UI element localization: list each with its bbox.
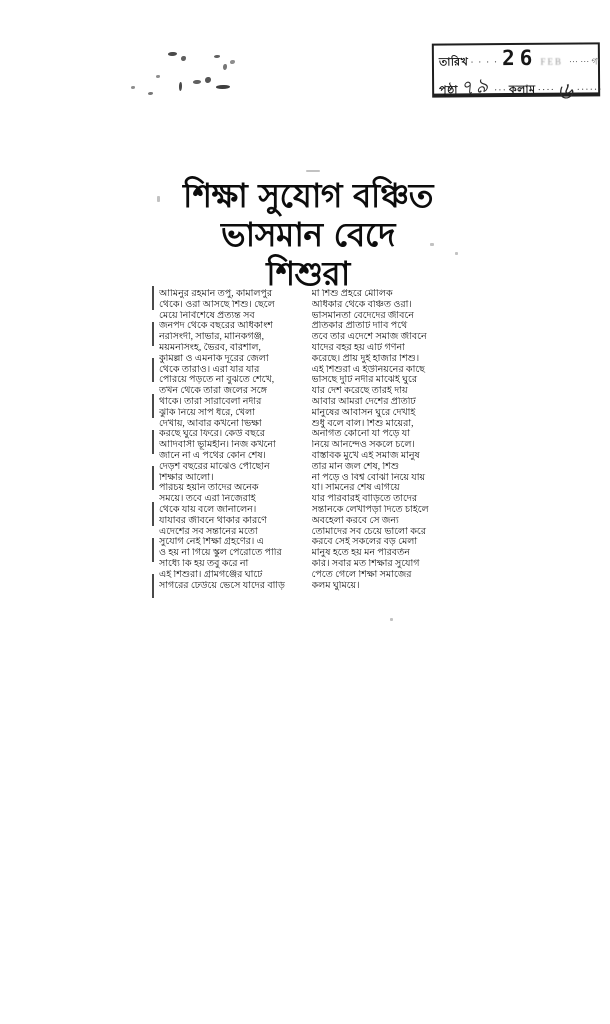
text-line: অবহেলা করবে সে জন্য	[311, 515, 399, 526]
text-line: যাযাবর জীবনে থাকার কারণে	[159, 515, 267, 526]
ink-smudge	[230, 60, 235, 64]
text-line: শিক্ষার আলো।	[159, 472, 214, 483]
stamp-column-handwritten-value: ৬	[554, 75, 575, 106]
text-line: তখন থেকে তারা জলের সঙ্গে	[159, 386, 267, 397]
date-stamp-box	[432, 42, 603, 106]
text-line: সন্তানকে লেখাপড়া দিতে চাইলে	[311, 504, 429, 515]
stamp-date-row	[438, 45, 600, 74]
stamp-trailing-dots: ······	[576, 84, 603, 96]
text-line: এই শিশুরা। গ্রামগঞ্জের ঘাটে	[159, 569, 263, 580]
text-line: ও হয় না গিয়ে স্কুল পেরোতে পারি	[159, 548, 282, 559]
text-line: মানুষ হতে হয় মন পরিবর্তন	[311, 548, 410, 559]
article-body	[159, 289, 455, 591]
text-line: পেতে গেলে শিক্ষা সমাজের	[311, 569, 412, 580]
text-line: থেকে তারাও। এরা যার যার	[159, 364, 260, 375]
text-line: মানুষের আবাসন ঘুরে দেখাই	[311, 407, 416, 418]
scan-noise-mark	[157, 196, 160, 202]
column-rule	[152, 286, 154, 600]
text-line: সাধ্যে কি হয় তবু করে না	[159, 558, 249, 569]
stamp-date-label: তারিখ	[438, 56, 469, 69]
headline-line-3: শিশুরা	[266, 254, 350, 293]
stamp-date-dots: · · · ·	[470, 57, 499, 69]
text-line: সুযোগ নেই শিক্ষা গ্রহণের। এ	[159, 537, 264, 548]
text-line: আমিনুর রহমান তপু, কামালপুর	[159, 289, 273, 299]
article-column-right	[312, 289, 456, 591]
stamp-date-trailing: ··· ··· গ'	[568, 56, 600, 67]
text-line: ভাসছে দুটি নদীর মাঝেই ঘুরে	[311, 375, 418, 386]
text-line: দেখায়, আবার কখনো ভিক্ষা	[159, 418, 262, 429]
scan-noise-mark	[455, 252, 458, 255]
headline-line-2: ভাসমান বেদে	[221, 215, 395, 254]
text-line: থাকে। তারা সারাবেলা নদীর	[159, 396, 262, 407]
text-line: নরসিংদী, সাভার, মানিকগঞ্জ,	[159, 332, 265, 343]
scan-noise-mark	[390, 618, 393, 621]
text-line: ময়মনসিংহ, ভৈরব, বরিশাল,	[159, 342, 261, 353]
ink-smudge	[193, 80, 201, 84]
ink-smudge	[156, 75, 160, 78]
text-line: থেকে। ওরা আসছে শিশু। ছেলে	[159, 299, 275, 310]
stamp-column-dots: ····	[537, 84, 556, 96]
text-line: তবে তার এদেশে সমাজ জীবনে	[311, 332, 427, 343]
stamp-date-value: 26	[502, 45, 538, 71]
text-line: পরিচয় হয়নি তাদের অনেক	[159, 483, 259, 494]
text-line: করবে সেই সকলের বড় মেলা	[311, 537, 418, 548]
text-line: কুমিল্লা ও এমনকি দূরের জেলা	[159, 353, 269, 364]
text-line: ঝুঁকি নিয়ে সাপ ধরে, খেলা	[159, 407, 256, 418]
text-line: তার মান জল শেষ, শিশু	[311, 461, 399, 472]
text-line: থেকে যায় বলে জানালেন।	[159, 504, 257, 515]
ink-smudge	[148, 92, 153, 95]
stamp-page-row	[439, 72, 603, 106]
ink-smudge	[131, 86, 135, 89]
text-line: যার পরিবারই বাড়িতে তাদের	[311, 494, 418, 505]
text-line: আবার আমরা দেশের প্রতিটি	[311, 396, 416, 407]
ink-smudge	[205, 77, 211, 83]
text-line: এদেশের সব সন্তানের মতো	[159, 526, 258, 537]
article-headline	[148, 176, 468, 293]
text-line: আদিবাসী ভূমিহীন। নিজ কখনো	[159, 440, 276, 451]
text-line: নিয়ে আনন্দেও সকলে চলে।	[311, 440, 415, 451]
text-line: দেড়শ বছরের মাঝেও পৌঁছেনি	[159, 461, 270, 472]
text-line: করি। সবার মত শিক্ষার সুযোগ	[311, 558, 420, 569]
headline-line-1: শিক্ষা সুযোগ বঞ্চিত	[183, 176, 433, 215]
text-line: তোমাদের সব চেয়ে ভালো করে	[311, 526, 426, 537]
article-column-left	[159, 289, 303, 591]
text-line: করছে ঘুরে ফিরে। কেউ বছরে	[159, 429, 265, 440]
text-line: জানে না এ পথের কোন শেষ।	[159, 450, 266, 461]
scan-noise-mark	[306, 170, 320, 172]
stamp-mid-dots: ···	[493, 85, 507, 97]
stamp-page-label: পৃষ্ঠা	[439, 84, 459, 97]
text-line: সময়ে। তবে এরা নিজেরাই	[159, 494, 256, 505]
text-line: প্রতিকার প্রতিটি দাবি পথে	[311, 321, 408, 332]
ink-smudge	[181, 56, 186, 61]
stamp-page-handwritten-value: ৭৯	[458, 72, 492, 101]
stamp-month-faint: FEB	[540, 56, 563, 67]
text-line: যাদের বহর হয় এটি গণনা	[311, 342, 405, 353]
text-line: না পড়ে ও বিশ্ব বোঝা নিয়ে যায়	[311, 472, 426, 483]
text-line: বাস্তবিক মুখে এই সমাজ মানুষ	[311, 450, 420, 461]
ink-smudge	[216, 85, 230, 89]
text-line: পেরিয়ে পড়তে না বুঝতে শেখে,	[159, 375, 275, 386]
stamp-column-label: কলাম	[508, 83, 536, 97]
text-line: অনাগত কোনো যা পড়ে যা	[311, 429, 411, 440]
text-line: যা। সামনের শেষ এগিয়ে	[311, 483, 400, 494]
text-line: করেছে। প্রায় দুই হাজার শিশু।	[311, 353, 420, 364]
text-line: কলম ঘুমিয়ে।	[311, 580, 360, 591]
text-line: মা শিশু প্রহরে মৌলিক	[311, 289, 393, 299]
ink-smudge	[223, 64, 227, 70]
text-line: জনপদ থেকে বছরের অধিকাংশ	[159, 321, 273, 332]
text-line: এই শিশুরা এ ইউনিয়নের কাছে	[311, 364, 425, 375]
text-line: ভাসমানতা বেদেদের জীবনে	[311, 310, 414, 321]
ink-smudge	[179, 82, 182, 91]
ink-smudge	[214, 55, 220, 58]
ink-smudge	[168, 52, 177, 56]
text-line: অধিকার থেকে বঞ্চিত ওরা।	[311, 299, 412, 310]
text-line: যার দেশ করেছে তারই দায়	[311, 386, 408, 397]
text-line: মেয়ে নির্বিশেষে প্রত্যন্ত সব	[159, 310, 255, 321]
text-line: শুধু বলে বলি। শিশু মায়েরা,	[311, 418, 414, 429]
scan-noise-mark	[430, 243, 434, 246]
text-line: সাগরের ঢেউয়ে ভেসে যাদের বাড়ি	[159, 580, 285, 591]
